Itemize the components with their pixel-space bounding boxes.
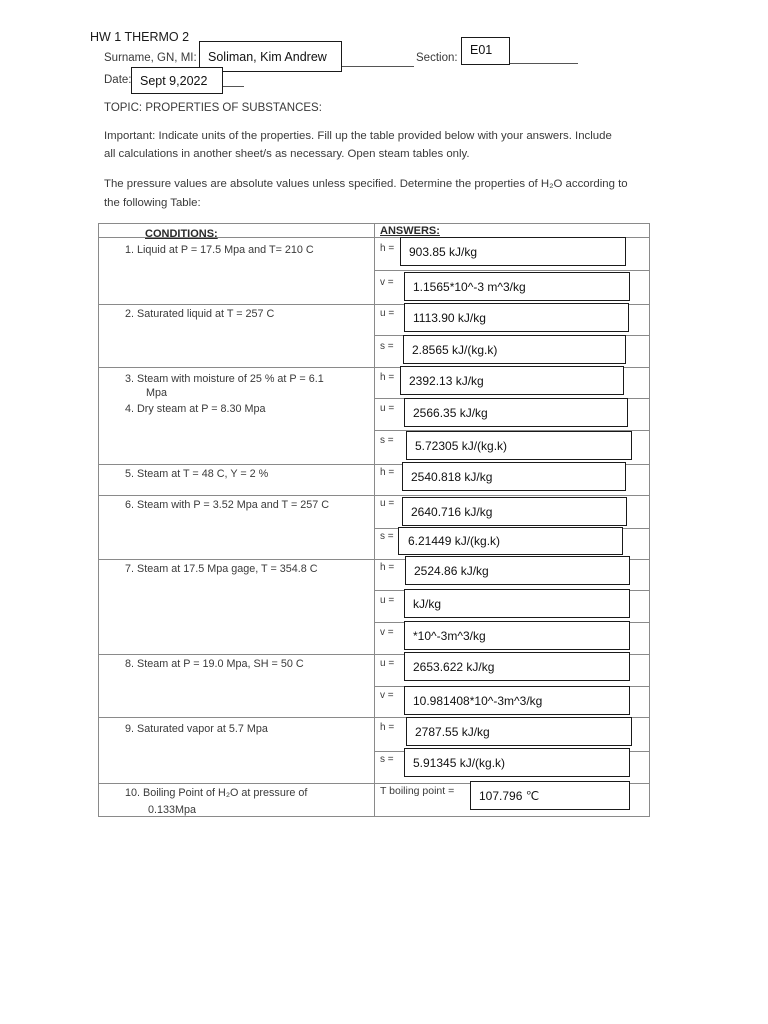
symbol-t-boiling: T boiling point = xyxy=(380,785,455,797)
condition-3-continued: Mpa xyxy=(146,387,168,399)
symbol-h-3: h = xyxy=(380,372,395,383)
answer-9-s[interactable]: 5.91345 kJ/(kg.k) xyxy=(404,748,630,777)
date-field[interactable]: Sept 9,2022 xyxy=(131,67,223,94)
answers-header: ANSWERS: xyxy=(380,225,440,237)
symbol-u-6: u = xyxy=(380,498,395,509)
symbol-s-9: s = xyxy=(380,754,394,765)
answer-2-u[interactable]: 1113.90 kJ/kg xyxy=(404,303,629,332)
answer-4-s[interactable]: 5.72305 kJ/(kg.k) xyxy=(406,431,632,460)
section-label: Section: xyxy=(416,52,458,64)
symbol-s-4: s = xyxy=(380,435,394,446)
answer-6-u[interactable]: 2640.716 kJ/kg xyxy=(402,497,627,526)
symbol-u-4: u = xyxy=(380,403,395,414)
condition-9: 9. Saturated vapor at 5.7 Mpa xyxy=(125,723,268,735)
answer-9-h[interactable]: 2787.55 kJ/kg xyxy=(406,717,632,746)
symbol-s-6: s = xyxy=(380,531,394,542)
topic-heading: TOPIC: PROPERTIES OF SUBSTANCES: xyxy=(104,102,322,114)
condition-6: 6. Steam with P = 3.52 Mpa and T = 257 C xyxy=(125,499,330,511)
answer-7-u[interactable]: kJ/kg xyxy=(404,589,630,618)
section-field[interactable]: E01 xyxy=(461,37,510,65)
condition-10-continued: 0.133Mpa xyxy=(148,804,197,816)
symbol-h-1: h = xyxy=(380,243,395,254)
answer-8-u[interactable]: 2653.622 kJ/kg xyxy=(404,652,630,681)
condition-7: 7. Steam at 17.5 Mpa gage, T = 354.8 C xyxy=(125,563,318,575)
condition-2: 2. Saturated liquid at T = 257 C xyxy=(125,308,275,320)
answer-1-v[interactable]: 1.1565*10^-3 m^3/kg xyxy=(404,272,630,301)
symbol-h-9: h = xyxy=(380,722,395,733)
symbol-u-8: u = xyxy=(380,658,395,669)
symbol-s-2: s = xyxy=(380,341,394,352)
instructions-line-2: all calculations in another sheet/s as necessary. Open steam tables only. xyxy=(104,148,470,160)
symbol-h-7: h = xyxy=(380,562,395,573)
symbol-u-2: u = xyxy=(380,308,395,319)
homework-title: HW 1 THERMO 2 xyxy=(90,30,190,44)
answer-5-h[interactable]: 2540.818 kJ/kg xyxy=(402,462,626,491)
condition-4: 4. Dry steam at P = 8.30 Mpa xyxy=(125,403,266,415)
symbol-v-8: v = xyxy=(380,690,394,701)
answer-7-h[interactable]: 2524.86 kJ/kg xyxy=(405,556,630,585)
symbol-h-5: h = xyxy=(380,467,395,478)
answer-1-h[interactable]: 903.85 kJ/kg xyxy=(400,237,626,266)
instructions-line-1: Important: Indicate units of the properties. Fill up the table provided below with your answers. Include xyxy=(104,130,612,142)
answer-7-v[interactable]: *10^-3m^3/kg xyxy=(404,621,630,650)
conditions-header: CONDITIONS: xyxy=(145,228,218,240)
condition-10: 10. Boiling Point of H₂O at pressure of xyxy=(125,787,308,799)
answer-10-t-boiling[interactable]: 107.796 ℃ xyxy=(470,781,630,810)
answer-3-h[interactable]: 2392.13 kJ/kg xyxy=(400,366,624,395)
condition-3: 3. Steam with moisture of 25 % at P = 6.1 xyxy=(125,373,324,385)
condition-5: 5. Steam at T = 48 C, Y = 2 % xyxy=(125,468,269,480)
symbol-u-7: u = xyxy=(380,595,395,606)
instructions-line-4: the following Table: xyxy=(104,197,201,209)
surname-label: Surname, GN, MI: xyxy=(104,52,197,64)
condition-8: 8. Steam at P = 19.0 Mpa, SH = 50 C xyxy=(125,658,304,670)
instructions-line-3: The pressure values are absolute values unless specified. Determine the properties of H₂O according to xyxy=(104,178,628,190)
answer-4-u[interactable]: 2566.35 kJ/kg xyxy=(404,398,628,427)
condition-1: 1. Liquid at P = 17.5 Mpa and T= 210 C xyxy=(125,244,314,256)
symbol-v-1: v = xyxy=(380,277,394,288)
date-label: Date: xyxy=(104,74,132,86)
answer-6-s[interactable]: 6.21449 kJ/(kg.k) xyxy=(398,527,623,555)
answer-8-v[interactable]: 10.981408*10^-3m^3/kg xyxy=(404,686,630,715)
symbol-v-7: v = xyxy=(380,627,394,638)
surname-field[interactable]: Soliman, Kim Andrew xyxy=(199,41,342,72)
answer-2-s[interactable]: 2.8565 kJ/(kg.k) xyxy=(403,335,626,364)
